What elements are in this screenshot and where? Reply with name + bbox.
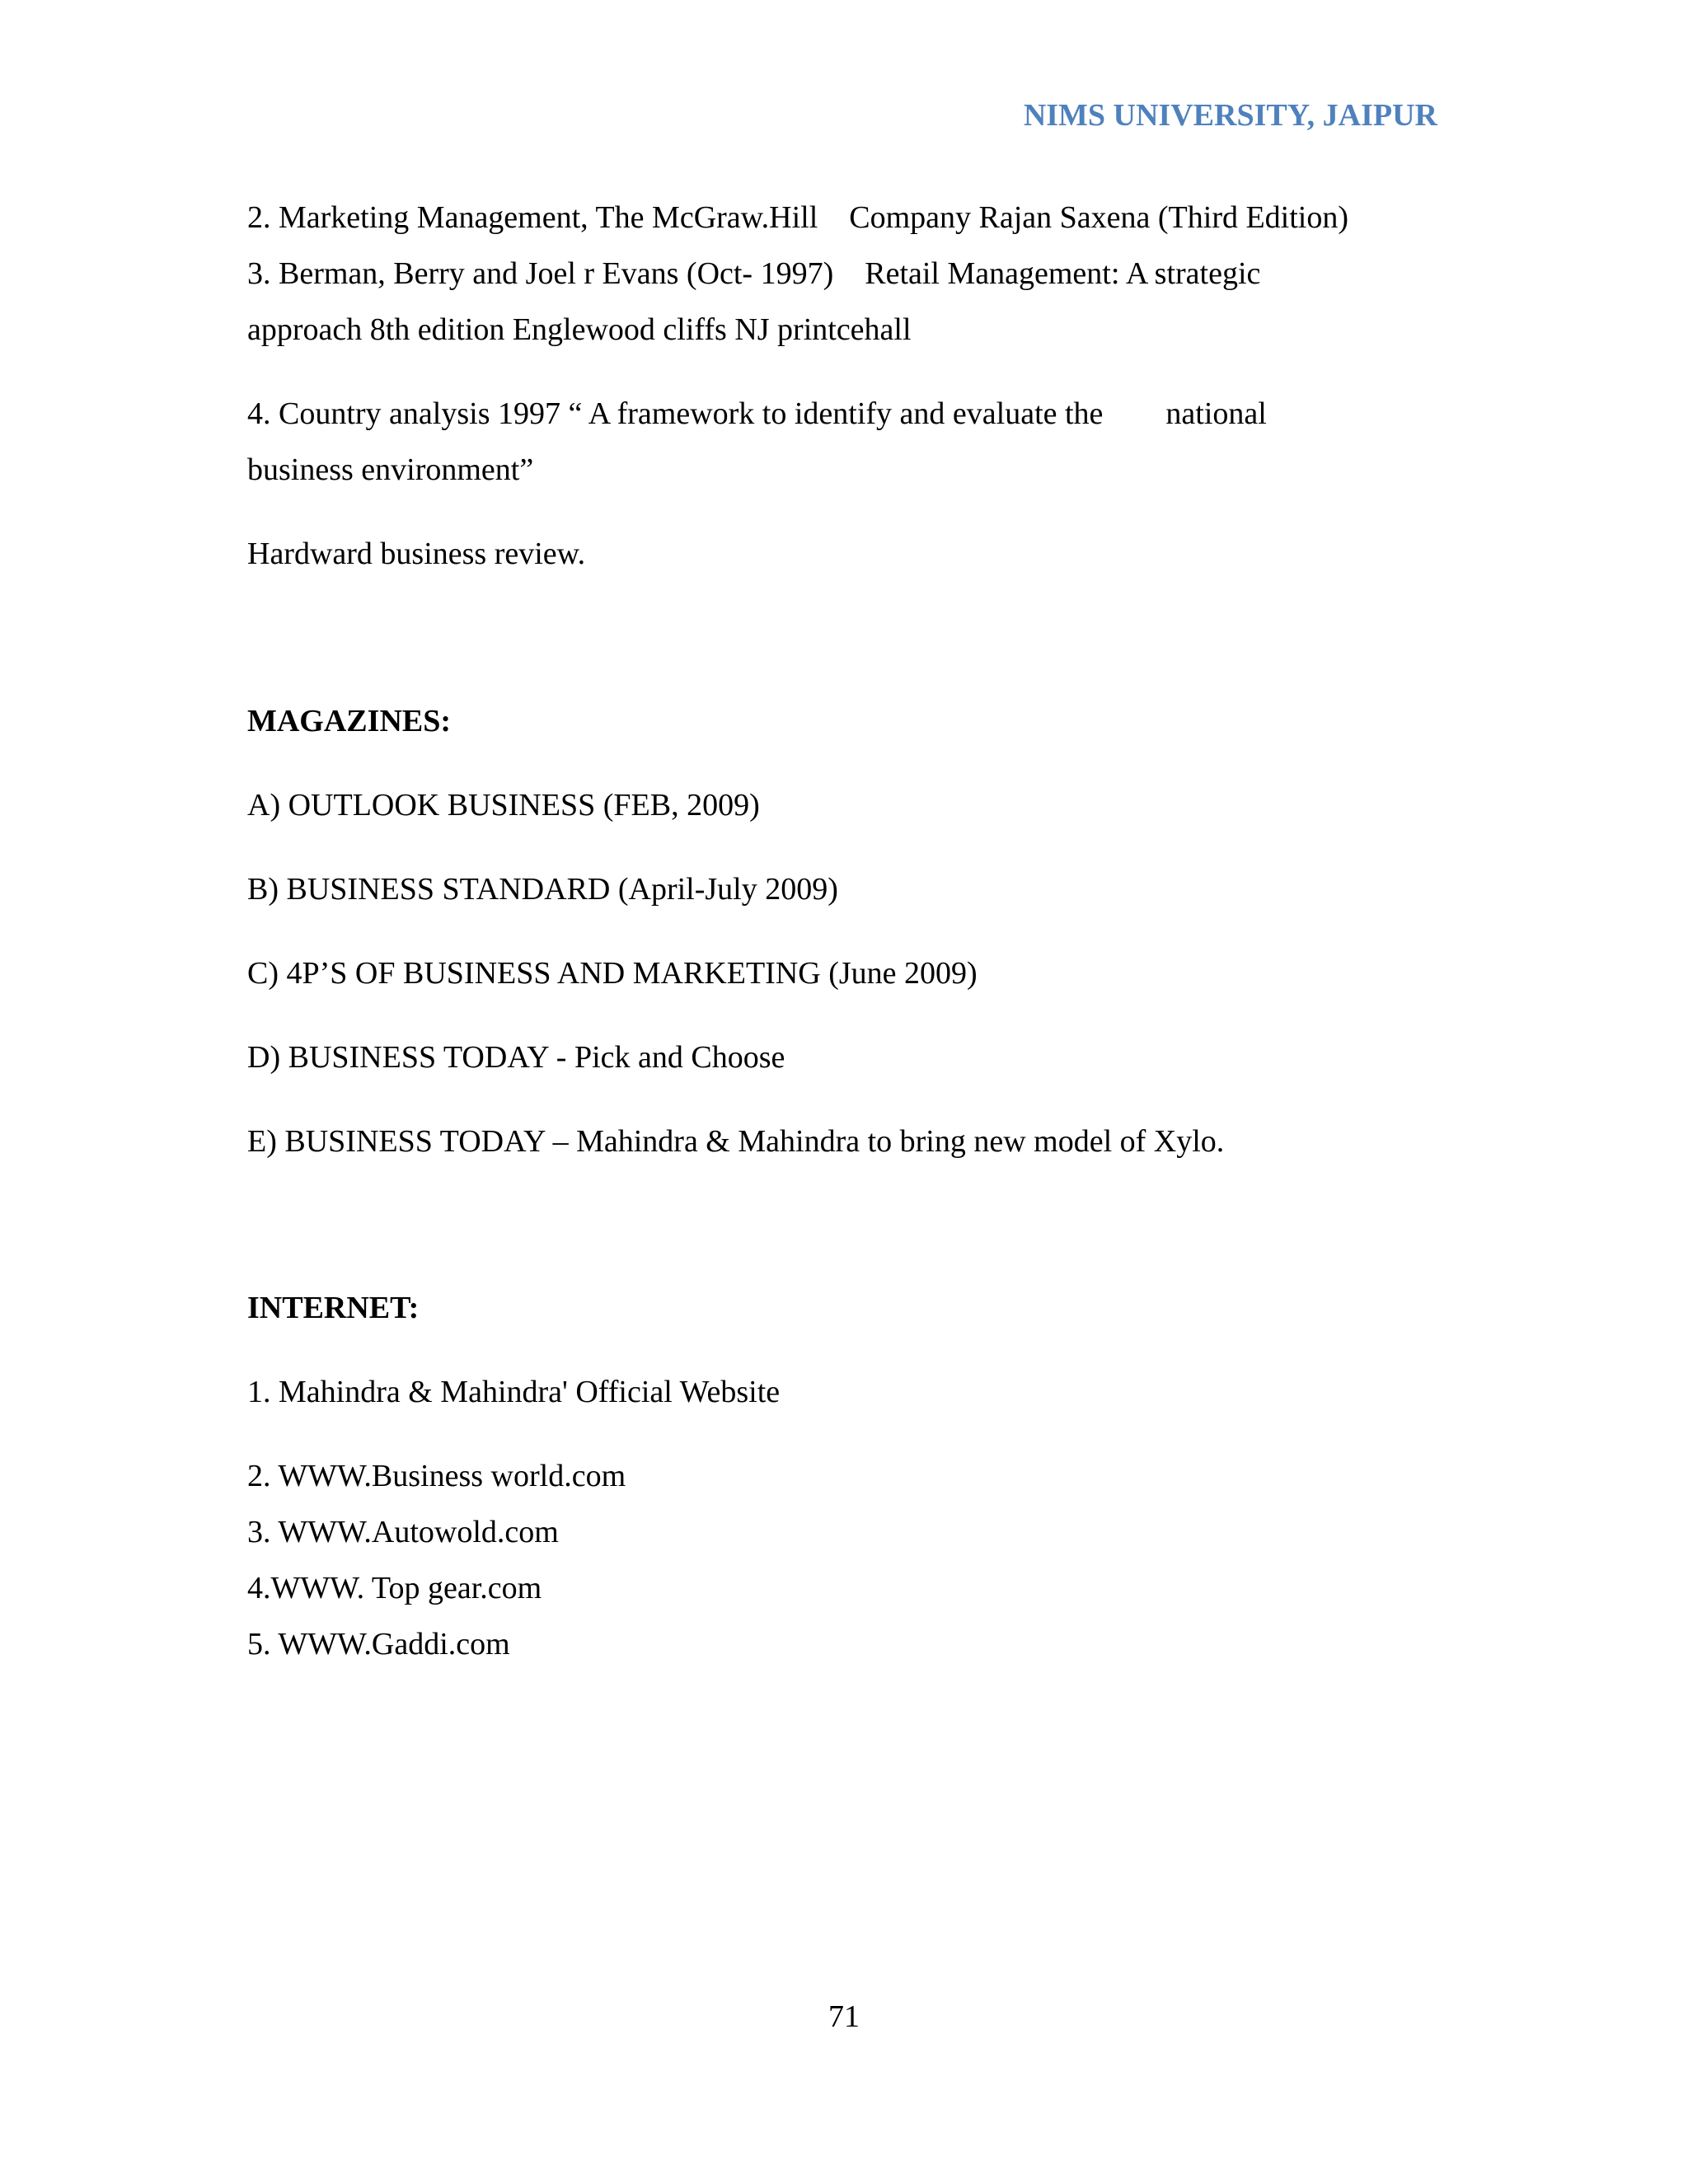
magazine-item: D) BUSINESS TODAY - Pick and Choose [247,1040,785,1075]
internet-item: 2. WWW.Business world.com [247,1459,626,1493]
reference-line: 4. Country analysis 1997 “ A framework to identify and evaluate the national [247,396,1267,431]
internet-item: 1. Mahindra & Mahindra' Official Website [247,1375,781,1409]
magazine-item: E) BUSINESS TODAY – Mahindra & Mahindra to bring new model of Xylo. [247,1124,1225,1159]
reference-line: business environment” [247,452,534,487]
internet-item: 5. WWW.Gaddi.com [247,1627,510,1661]
page-header-title: NIMS UNIVERSITY, JAIPUR [1023,98,1437,133]
reference-line: Hardward business review. [247,537,586,571]
magazines-heading: MAGAZINES: [247,704,452,738]
reference-line: approach 8th edition Englewood cliffs NJ printcehall [247,312,912,347]
reference-line: 3. Berman, Berry and Joel r Evans (Oct- 1997) Retail Management: A strategic [247,256,1261,291]
internet-heading: INTERNET: [247,1291,420,1325]
reference-line: 2. Marketing Management, The McGraw.Hill Company Rajan Saxena (Third Edition) [247,200,1349,235]
magazine-item: A) OUTLOOK BUSINESS (FEB, 2009) [247,788,760,823]
page-number: 71 [828,1999,860,2034]
internet-item: 3. WWW.Autowold.com [247,1515,559,1549]
magazine-item: C) 4P’S OF BUSINESS AND MARKETING (June 2009) [247,956,978,991]
magazine-item: B) BUSINESS STANDARD (April-July 2009) [247,872,838,907]
internet-item: 4.WWW. Top gear.com [247,1571,542,1605]
